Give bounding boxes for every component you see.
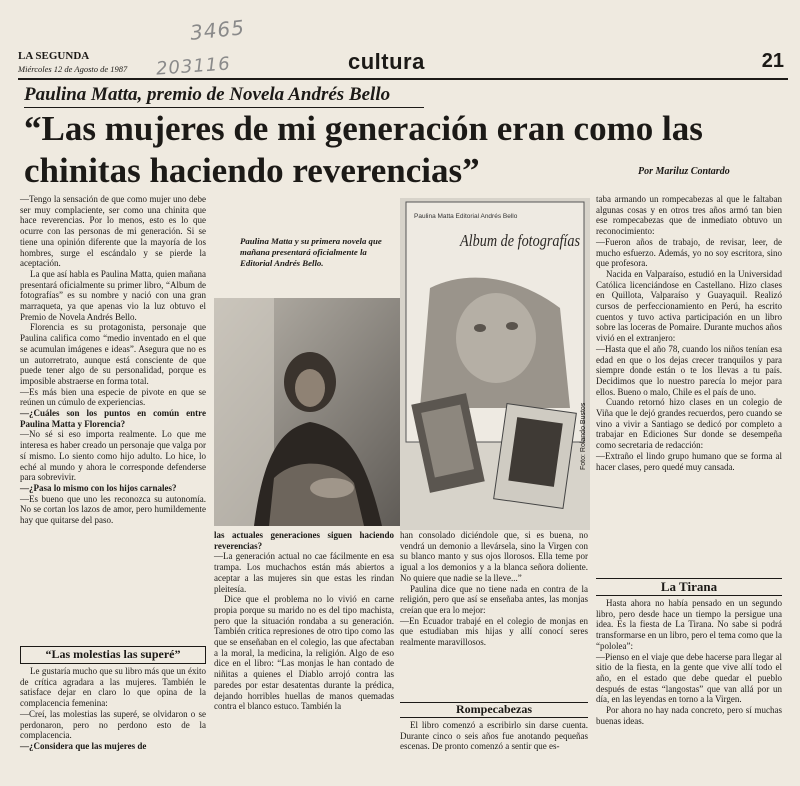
article-headline: “Las mujeres de mi generación eran como las chinitas haciendo reverencias” xyxy=(24,109,703,190)
author-photo xyxy=(214,298,408,526)
photo-caption: Paulina Matta y su primera novela que mañana presentará oficialmente la Editorial Andrés Bello. xyxy=(240,236,382,268)
article-kicker: Paulina Matta, premio de Novela Andrés Bello xyxy=(24,84,391,105)
paragraph: Nacida en Valparaíso, estudió en la Universidad Católica licenciándose en Castellano. Hizo clases en Quillota, Valparaíso y Guayaquil. Realizó cursos de perfeccionamiento en Perú, ha escrito cuentos y tuvo activa participación en un libro sobre las loceras de Pomaire. Durante muchos años vivió en el extranjero: xyxy=(596,268,782,344)
column-1-continued xyxy=(20,666,206,752)
masthead xyxy=(18,48,788,80)
book-publisher-text: Paulina Matta Editorial Andrés Bello xyxy=(414,213,518,220)
paragraph: Por ahora no hay nada concreto, pero sí muchas buenas ideas. xyxy=(596,705,782,726)
paragraph: —¿Considera que las mujeres de xyxy=(20,740,147,751)
paragraph: —¿Pasa lo mismo con los hijos carnales? xyxy=(20,482,177,493)
book-cover-photo xyxy=(400,198,590,530)
paragraph: —Es bueno que uno les reconozca su autonomía. No se cortan los lazos de amor, pero humildemente hay que quitarse del paso. xyxy=(20,493,206,526)
paragraph: —Pienso en el viaje que debe hacerse para llegar al sitio de la fiesta, en la gente que vive allí todo el año, en el estado que debe quedar el pueblo después de estas “langostas” que van allá por un día, en las leyendas en torno a la Virgen. xyxy=(596,651,782,705)
paragraph: —Tengo la sensación de que como mujer uno debe ser muy complaciente, ser como una chinita que hace reverencias. Por lo menos, esto es lo que ocurre con las personas de mi generación. Si se tiene una opinión diferente que la mayoría de los hombres, surge el escándalo y se pierde la aceptación. xyxy=(20,194,206,269)
paragraph: —Fueron años de trabajo, de revisar, leer, de mucho esfuerzo. Además, yo no soy escritora, sino que profesora. xyxy=(596,236,782,269)
author-portrait-image xyxy=(214,298,408,526)
column-3-continued xyxy=(400,720,588,752)
paragraph: Le gustaría mucho que su libro más que un éxito de crítica agradara a las mujeres. También le satisface dejar en claro lo que opina de la complacencia femenina: xyxy=(20,666,206,709)
paragraph: las actuales generaciones siguen haciendo reverencias? xyxy=(214,530,394,551)
column-4-continued xyxy=(596,598,782,726)
book-cover-image xyxy=(400,198,590,530)
paragraph: han consolado diciéndole que, si es buena, no vendrá un demonio a llevársela, sino la Virgen con su blanco manto y sus ojos llorosos. Ella teme por igual a los demonios y a la blanca señora doliente. No quiere que nadie se la lleve...” xyxy=(400,530,588,583)
column-1 xyxy=(20,194,206,526)
paragraph: Cuando retornó hizo clases en un colegio de Viña que le dejó grandes recuerdos, pero cuando se vino a vivir a Santiago se dedicó por completo a trabajar en Ediciones Sur donde se desempeña como secretaria de redacción: xyxy=(596,397,782,451)
subhead-la-tirana: La Tirana xyxy=(596,578,782,596)
subhead-rompecabezas: Rompecabezas xyxy=(400,702,588,718)
section-name: cultura xyxy=(348,49,425,74)
newspaper-name: LA SEGUNDA xyxy=(18,50,90,62)
paragraph: Paulina dice que no tiene nada en contra de la religión, pero que así se enseñaba antes, las monjas creían que era lo mejor: xyxy=(400,583,588,615)
paragraph: La que así habla es Paulina Matta, quien mañana presentará oficialmente su primer libro, “Album de fotografías” es su nombre y nació con una gran marraqueta, ya que apenas vio la luz obtuvo el Premio de Novela Andrés Bello. xyxy=(20,268,206,322)
paragraph: taba armando un rompecabezas al que le faltaban algunas cosas y en otros tres años armó tan bien ese rompecabezas que de inmediato obtuvo un reconocimiento: xyxy=(596,194,782,237)
page-number: 21 xyxy=(761,50,784,72)
paragraph: —La generación actual no cae fácilmente en esa trampa. Los muchachos están más abiertos a aceptar a las mujeres sin que estas les rindan pleitesía. xyxy=(214,551,394,594)
handwritten-archive-number: 3465 xyxy=(188,15,247,45)
handwritten-catalog-number: 203116 xyxy=(155,53,232,80)
publication-date: Miércoles 12 de Agosto de 1987 xyxy=(18,64,128,74)
paragraph: —En Ecuador trabajé en el colegio de monjas en que estudiaban mis hijas y allí conocí seres realmente maravillosos. xyxy=(400,615,588,648)
column-3 xyxy=(400,530,588,648)
column-4 xyxy=(596,194,782,472)
photo-credit: Foto: Rolando Bustos xyxy=(580,402,587,470)
paragraph: —Extraño el lindo grupo humano que se forma al hacer clases, pero quedé muy cansada. xyxy=(596,450,782,472)
paragraph: —Es más bien una especie de pivote en que se reúnen un cúmulo de experiencias. xyxy=(20,386,206,408)
paragraph: —Creí, las molestias las superé, se olvidaron o se perdonaron, pero no perdono esto de la complacencia. xyxy=(20,708,206,741)
paragraph: El libro comenzó a escribirlo sin darse cuenta. Durante cinco o seis años fue anotando pequeñas escenas. De pronto comenzó a sentir que es- xyxy=(400,720,588,752)
paragraph: —No sé si eso importa realmente. Lo que me interesa es haber creado un personaje que valga por sí mismo. Lo siento como hijo adulto. Lo hice, lo eché al mundo y ahora le corresponde defenderse para sobrevivir. xyxy=(20,429,206,483)
paragraph: —Hasta que el año 78, cuando los niños tenían esa edad en que o los dejas crecer tranquilos y para siempre donde están o te los llevas a tu país. Decidimos que lo nuestro parecía lo mejor para ellos. Bueno o malo, Chile es el país de uno. xyxy=(596,343,782,397)
paragraph: Florencia es su protagonista, personaje que Paulina califica como “medio inventado en el que se acumulan imágenes e ideas”. Asegura que no es un autorretrato, aunque está consciente de que puede tener algo de su personalidad, porque es imposible abstraerse en forma total. xyxy=(20,322,206,386)
subhead-molestias: “Las molestias las superé” xyxy=(20,646,206,664)
paragraph: Dice que el problema no lo vivió en carne propia porque su marido no es del tipo machista, pero que la situación rondaba a su generación. También critica represiones de otro tipo como las que se enseñaban en el colegio, las que afectaban a la moral, la medicina, la religión. Algo de eso dice en el libro: “Las monjas le han contado de niñitas a quienes el Diablo arrojó contra las paredes por estar desatentas durante la prédica, dejando horribles huellas de manos quemadas contra el blanco estuco. También la xyxy=(214,594,394,712)
column-2 xyxy=(214,530,394,712)
paragraph: —¿Cuáles son los puntos en común entre Paulina Matta y Florencia? xyxy=(20,408,206,429)
book-title-text: Album de fotografías xyxy=(459,231,581,250)
paragraph: Hasta ahora no había pensado en un segundo libro, pero desde hace un tiempo la persigue una idea. Es la fiesta de La Tirana. No sabe si podrá transformarse en un libro, pero el tema como que la “pololea”: xyxy=(596,598,782,651)
article-byline: Por Mariluz Contardo xyxy=(638,166,730,177)
